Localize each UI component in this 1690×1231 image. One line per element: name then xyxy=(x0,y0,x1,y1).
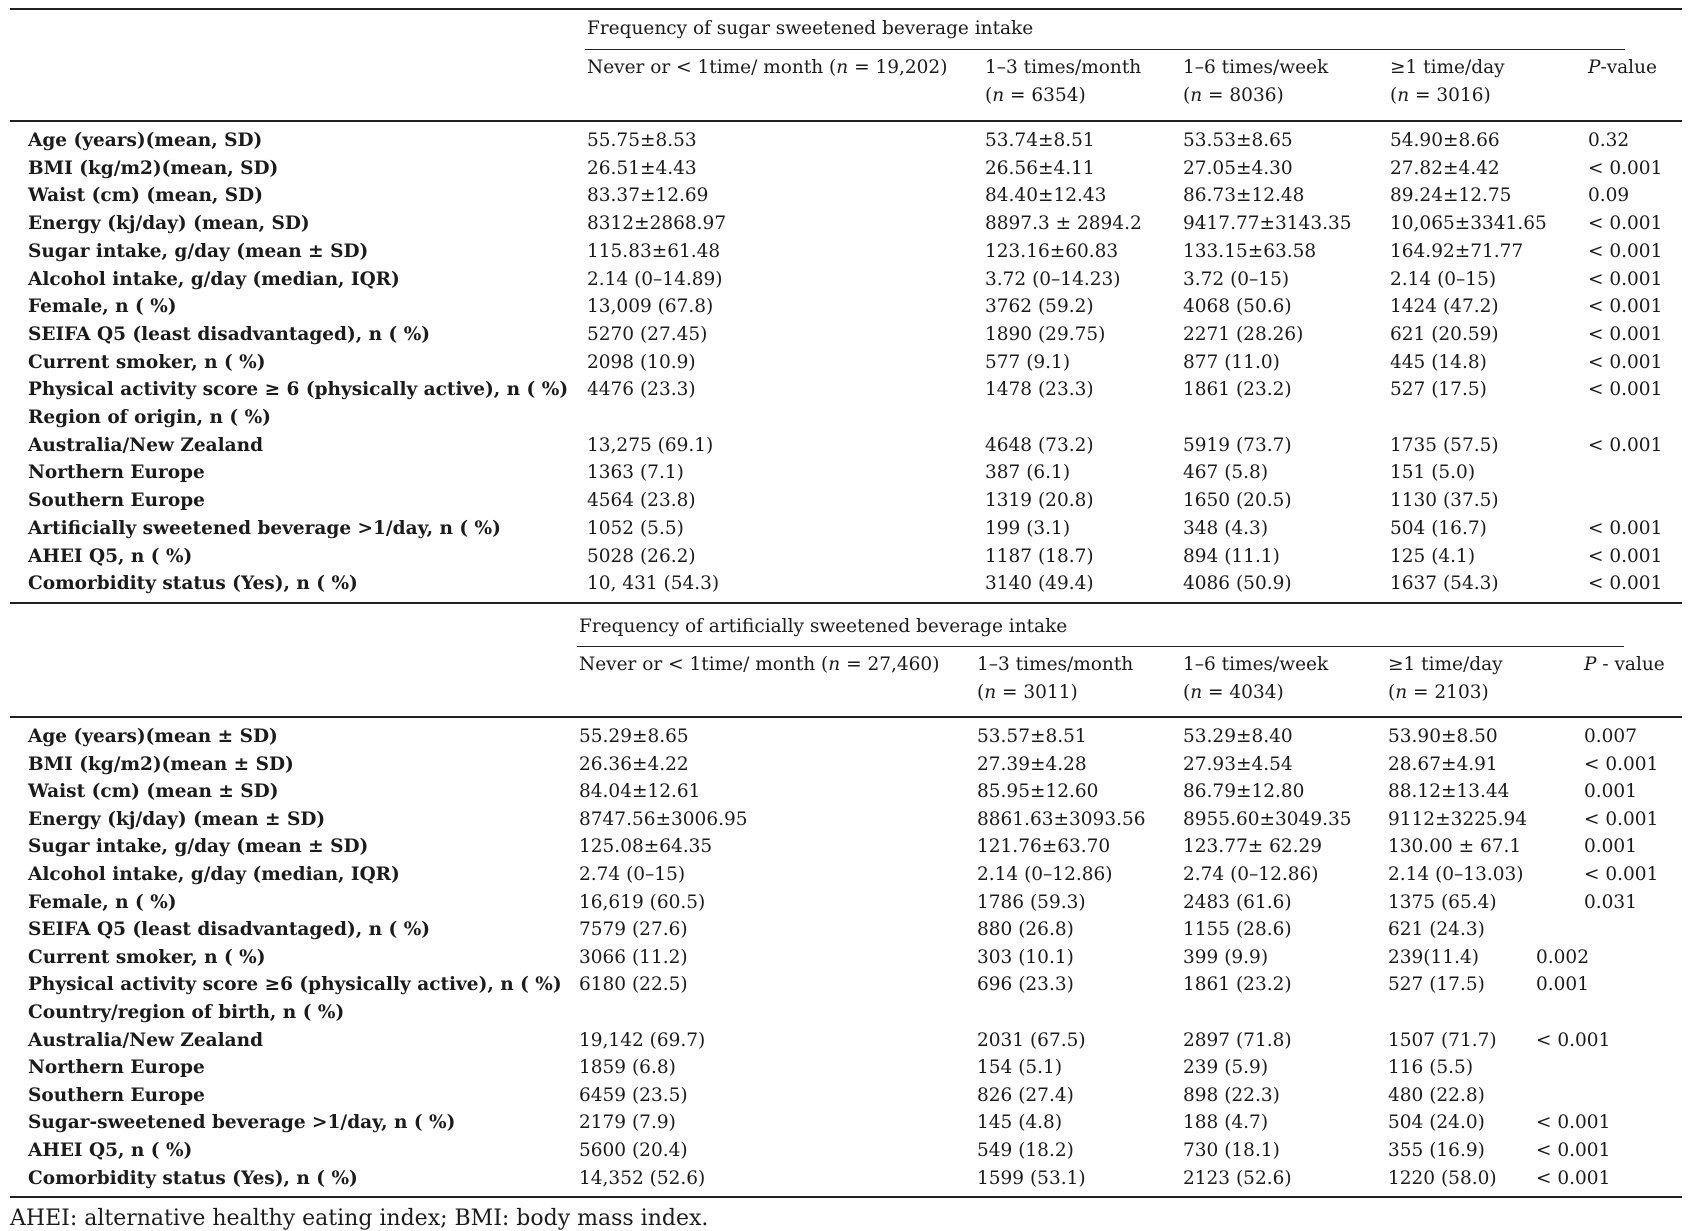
column-header xyxy=(1388,651,1503,707)
table-cell: 1319 (20.8) xyxy=(985,490,1094,511)
pvalue-cell: < 0.001 xyxy=(1588,158,1663,179)
table-cell: 1052 (5.5) xyxy=(587,518,684,539)
header-text: ≥1 time/day xyxy=(1390,57,1505,78)
table-cell: 8897.3 ± 2894.2 xyxy=(985,213,1142,234)
table-cell: 53.57±8.51 xyxy=(977,726,1087,747)
pvalue-cell: < 0.001 xyxy=(1536,1140,1611,1161)
table-cell: 55.29±8.65 xyxy=(579,726,689,747)
table-cell: 3140 (49.4) xyxy=(985,573,1094,594)
row-label: Australia/New Zealand xyxy=(28,435,264,456)
pvalue-header-italic: P xyxy=(1584,654,1597,675)
pvalue-cell: 0.031 xyxy=(1584,892,1637,913)
pvalue-cell: < 0.001 xyxy=(1584,754,1659,775)
row-label: Sugar intake, g/day (mean ± SD) xyxy=(28,241,369,262)
table-cell: 880 (26.8) xyxy=(977,919,1074,940)
table-cell: 4086 (50.9) xyxy=(1183,573,1292,594)
pvalue-cell: < 0.001 xyxy=(1588,518,1663,539)
table-cell: 2031 (67.5) xyxy=(977,1030,1086,1051)
table-cell: 89.24±12.75 xyxy=(1390,185,1512,206)
table-cell: 27.93±4.54 xyxy=(1183,754,1293,775)
row-label: Artificially sweetened beverage >1/day, n ( %) xyxy=(28,518,501,539)
column-header xyxy=(1183,651,1328,707)
column-header xyxy=(579,651,939,679)
pvalue-header-text: -value xyxy=(1600,57,1657,78)
pvalue-cell: 0.002 xyxy=(1536,947,1589,968)
header-text: = 3016) xyxy=(1409,85,1491,106)
table-cell: 1155 (28.6) xyxy=(1183,919,1292,940)
row-label: Energy (kj/day) (mean, SD) xyxy=(28,213,310,234)
header-text: = 27,460) xyxy=(840,654,940,675)
table-cell: 2897 (71.8) xyxy=(1183,1030,1292,1051)
table-cell: 2.14 (0–13.03) xyxy=(1388,864,1524,885)
table-cell: 239(11.4) xyxy=(1388,947,1479,968)
row-label: Waist (cm) (mean ± SD) xyxy=(28,781,279,802)
column-header-line2 xyxy=(1183,679,1328,707)
table-cell: 480 (22.8) xyxy=(1388,1085,1485,1106)
table-cell: 826 (27.4) xyxy=(977,1085,1074,1106)
pvalue-cell: < 0.001 xyxy=(1584,809,1659,830)
table-cell: 1375 (65.4) xyxy=(1388,892,1497,913)
table-cell: 199 (3.1) xyxy=(985,518,1071,539)
table-cell: 1861 (23.2) xyxy=(1183,379,1292,400)
table-cell: 4564 (23.8) xyxy=(587,490,696,511)
table-cell: 549 (18.2) xyxy=(977,1140,1074,1161)
row-label: Alcohol intake, g/day (median, IQR) xyxy=(28,864,400,885)
pvalue-cell: < 0.001 xyxy=(1588,324,1663,345)
header-n-italic: n xyxy=(992,85,1005,106)
header-text: Never or < 1time/ month ( xyxy=(579,654,829,675)
header-n-italic: n xyxy=(1397,85,1410,106)
column-header-line2 xyxy=(1183,82,1328,110)
header-text: Never or < 1time/ month ( xyxy=(587,57,837,78)
table-cell: 355 (16.9) xyxy=(1388,1140,1485,1161)
row-label: Physical activity score ≥ 6 (physically active), n ( %) xyxy=(28,379,569,400)
table-cell: 8861.63±3093.56 xyxy=(977,809,1146,830)
table-cell: 3762 (59.2) xyxy=(985,296,1094,317)
header-text: 1–3 times/month xyxy=(977,654,1134,675)
row-label: Southern Europe xyxy=(28,1085,205,1106)
table-cell: 1861 (23.2) xyxy=(1183,974,1292,995)
row-label: Energy (kj/day) (mean ± SD) xyxy=(28,809,326,830)
column-header-line1 xyxy=(977,651,1133,679)
table-cell: 387 (6.1) xyxy=(985,462,1071,483)
header-n-italic: n xyxy=(984,682,997,703)
table-cell: 8312±2868.97 xyxy=(587,213,727,234)
header-text: ( xyxy=(1183,682,1191,703)
header-n-italic: n xyxy=(1190,682,1203,703)
table-cell: 303 (10.1) xyxy=(977,947,1074,968)
table-cell: 83.37±12.69 xyxy=(587,185,709,206)
pvalue-cell: 0.09 xyxy=(1588,185,1630,206)
table-cell: 4068 (50.6) xyxy=(1183,296,1292,317)
table-cell: 9112±3225.94 xyxy=(1388,809,1528,830)
pvalue-cell: < 0.001 xyxy=(1588,213,1663,234)
column-header-line1 xyxy=(579,651,939,679)
table-cell: 188 (4.7) xyxy=(1183,1112,1269,1133)
table-cell: 3066 (11.2) xyxy=(579,947,688,968)
section-title: Frequency of artificially sweetened beverage intake xyxy=(579,616,1068,637)
table-cell: 26.36±4.22 xyxy=(579,754,689,775)
table-cell: 1599 (53.1) xyxy=(977,1168,1086,1189)
header-n-italic: n xyxy=(1395,682,1408,703)
row-label: SEIFA Q5 (least disadvantaged), n ( %) xyxy=(28,919,431,940)
table-cell: 115.83±61.48 xyxy=(587,241,721,262)
header-text: = 4034) xyxy=(1202,682,1284,703)
pvalue-cell: < 0.001 xyxy=(1584,864,1659,885)
table-cell: 116 (5.5) xyxy=(1388,1057,1474,1078)
column-header-line2 xyxy=(977,679,1133,707)
pvalue-cell: < 0.001 xyxy=(1588,379,1663,400)
row-label: Current smoker, n ( %) xyxy=(28,352,266,373)
row-label: Comorbidity status (Yes), n ( %) xyxy=(28,573,358,594)
pvalue-cell: 0.001 xyxy=(1584,781,1637,802)
column-header-line2 xyxy=(1388,679,1503,707)
pvalue-cell: 0.001 xyxy=(1536,974,1589,995)
table-cell: 5028 (26.2) xyxy=(587,546,696,567)
table-cell: 13,009 (67.8) xyxy=(587,296,714,317)
table-cell: 1220 (58.0) xyxy=(1388,1168,1497,1189)
table-cell: 898 (22.3) xyxy=(1183,1085,1280,1106)
table-cell: 504 (24.0) xyxy=(1388,1112,1485,1133)
table-cell: 527 (17.5) xyxy=(1390,379,1487,400)
column-header-line2 xyxy=(1390,82,1505,110)
table-cell: 6180 (22.5) xyxy=(579,974,688,995)
pvalue-header xyxy=(1588,54,1657,82)
pvalue-cell: < 0.001 xyxy=(1588,546,1663,567)
table-cell: 1130 (37.5) xyxy=(1390,490,1499,511)
table-cell: 399 (9.9) xyxy=(1183,947,1269,968)
pvalue-cell: < 0.001 xyxy=(1536,1030,1611,1051)
spanner-rule xyxy=(585,49,1625,50)
table-cell: 53.90±8.50 xyxy=(1388,726,1498,747)
table-cell: 3.72 (0–14.23) xyxy=(985,269,1121,290)
table-cell: 6459 (23.5) xyxy=(579,1085,688,1106)
table-cell: 894 (11.1) xyxy=(1183,546,1280,567)
row-label: Age (years)(mean ± SD) xyxy=(28,726,278,747)
table-cell: 88.12±13.44 xyxy=(1388,781,1510,802)
section-title: Frequency of sugar sweetened beverage intake xyxy=(587,18,1034,39)
table-cell: 145 (4.8) xyxy=(977,1112,1063,1133)
table-cell: 5270 (27.45) xyxy=(587,324,708,345)
header-text: 1–6 times/week xyxy=(1183,57,1329,78)
table-cell: 54.90±8.66 xyxy=(1390,130,1500,151)
table-cell: 154 (5.1) xyxy=(977,1057,1063,1078)
row-label: Sugar intake, g/day (mean ± SD) xyxy=(28,836,369,857)
header-n-italic: n xyxy=(1190,85,1203,106)
pvalue-cell: 0.007 xyxy=(1584,726,1637,747)
table-cell: 10, 431 (54.3) xyxy=(587,573,720,594)
header-text: = 19,202) xyxy=(848,57,948,78)
table-cell: 16,619 (60.5) xyxy=(579,892,706,913)
row-label: Southern Europe xyxy=(28,490,205,511)
row-label: Comorbidity status (Yes), n ( %) xyxy=(28,1168,358,1189)
table-cell: 527 (17.5) xyxy=(1388,974,1485,995)
column-header xyxy=(985,54,1141,110)
table-cell: 1637 (54.3) xyxy=(1390,573,1499,594)
table-cell: 123.16±60.83 xyxy=(985,241,1119,262)
column-header-line1 xyxy=(1183,54,1328,82)
table-cell: 2098 (10.9) xyxy=(587,352,696,373)
header-text: 1–6 times/week xyxy=(1183,654,1329,675)
row-label: Age (years)(mean, SD) xyxy=(28,130,263,151)
table-cell: 84.40±12.43 xyxy=(985,185,1107,206)
row-label: Alcohol intake, g/day (median, IQR) xyxy=(28,269,400,290)
header-text: ( xyxy=(985,85,993,106)
pvalue-cell: 0.001 xyxy=(1584,836,1637,857)
table-cell: 85.95±12.60 xyxy=(977,781,1099,802)
spanner-rule xyxy=(577,646,1624,647)
row-label: Female, n ( %) xyxy=(28,892,177,913)
table-cell: 877 (11.0) xyxy=(1183,352,1280,373)
pvalue-cell: < 0.001 xyxy=(1588,352,1663,373)
header-bottom-rule xyxy=(10,716,1682,718)
row-label: AHEI Q5, n ( %) xyxy=(28,546,193,567)
footnote: AHEI: alternative healthy eating index; BMI: body mass index. xyxy=(10,1206,709,1231)
row-label: Northern Europe xyxy=(28,462,205,483)
row-label: Australia/New Zealand xyxy=(28,1030,264,1051)
table-cell: 84.04±12.61 xyxy=(579,781,701,802)
table-top-rule xyxy=(10,8,1682,10)
table-cell: 125 (4.1) xyxy=(1390,546,1476,567)
table-cell: 2.14 (0–12.86) xyxy=(977,864,1113,885)
table-cell: 2123 (52.6) xyxy=(1183,1168,1292,1189)
row-label: SEIFA Q5 (least disadvantaged), n ( %) xyxy=(28,324,431,345)
pvalue-cell: 0.32 xyxy=(1588,130,1630,151)
column-header-line1 xyxy=(1183,651,1328,679)
column-header-line1 xyxy=(1390,54,1505,82)
table-cell: 125.08±64.35 xyxy=(579,836,713,857)
table-cell: 13,275 (69.1) xyxy=(587,435,714,456)
table-cell: 1735 (57.5) xyxy=(1390,435,1499,456)
table-cell: 10,065±3341.65 xyxy=(1390,213,1547,234)
table-cell: 1478 (23.3) xyxy=(985,379,1094,400)
pvalue-cell: < 0.001 xyxy=(1588,296,1663,317)
table-cell: 27.39±4.28 xyxy=(977,754,1087,775)
table-cell: 2483 (61.6) xyxy=(1183,892,1292,913)
table-cell: 121.76±63.70 xyxy=(977,836,1111,857)
column-header-line1 xyxy=(587,54,947,82)
row-label: Region of origin, n ( %) xyxy=(28,407,271,428)
table-cell: 4648 (73.2) xyxy=(985,435,1094,456)
table-cell: 164.92±71.77 xyxy=(1390,241,1524,262)
header-text: ( xyxy=(1388,682,1396,703)
column-header-line1 xyxy=(985,54,1141,82)
table-cell: 53.53±8.65 xyxy=(1183,130,1293,151)
table-cell: 696 (23.3) xyxy=(977,974,1074,995)
header-text: ( xyxy=(1390,85,1398,106)
table-cell: 53.74±8.51 xyxy=(985,130,1095,151)
table-cell: 2.74 (0–15) xyxy=(579,864,686,885)
pvalue-header xyxy=(1584,651,1665,679)
table-cell: 14,352 (52.6) xyxy=(579,1168,706,1189)
row-label: Physical activity score ≥6 (physically active), n ( %) xyxy=(28,974,562,995)
pvalue-cell: < 0.001 xyxy=(1536,1168,1611,1189)
table-cell: 504 (16.7) xyxy=(1390,518,1487,539)
header-text: = 6354) xyxy=(1004,85,1086,106)
table-cell: 86.79±12.80 xyxy=(1183,781,1305,802)
column-header-line2 xyxy=(985,82,1141,110)
table-cell: 9417.77±3143.35 xyxy=(1183,213,1352,234)
table-cell: 133.15±63.58 xyxy=(1183,241,1317,262)
table-cell: 2.74 (0–12.86) xyxy=(1183,864,1319,885)
row-label: Sugar-sweetened beverage >1/day, n ( %) xyxy=(28,1112,456,1133)
table-cell: 1187 (18.7) xyxy=(985,546,1094,567)
column-header xyxy=(977,651,1133,707)
table-cell: 577 (9.1) xyxy=(985,352,1071,373)
row-label: Country/region of birth, n ( %) xyxy=(28,1002,345,1023)
table-cell: 4476 (23.3) xyxy=(587,379,696,400)
table-cell: 151 (5.0) xyxy=(1390,462,1476,483)
header-text: = 2103) xyxy=(1407,682,1489,703)
table-cell: 445 (14.8) xyxy=(1390,352,1487,373)
row-label: Current smoker, n ( %) xyxy=(28,947,266,968)
row-label: BMI (kg/m2)(mean ± SD) xyxy=(28,754,294,775)
pvalue-cell: < 0.001 xyxy=(1588,269,1663,290)
table-cell: 1507 (71.7) xyxy=(1388,1030,1497,1051)
row-label: Waist (cm) (mean, SD) xyxy=(28,185,263,206)
table-bottom-rule xyxy=(10,1196,1682,1198)
row-label: BMI (kg/m2)(mean, SD) xyxy=(28,158,279,179)
table-cell: 2179 (7.9) xyxy=(579,1112,676,1133)
header-text: ( xyxy=(977,682,985,703)
column-header xyxy=(1390,54,1505,110)
header-text: ( xyxy=(1183,85,1191,106)
table-cell: 7579 (27.6) xyxy=(579,919,688,940)
table-cell: 467 (5.8) xyxy=(1183,462,1269,483)
table-cell: 239 (5.9) xyxy=(1183,1057,1269,1078)
table-cell: 1890 (29.75) xyxy=(985,324,1106,345)
table-cell: 27.05±4.30 xyxy=(1183,158,1293,179)
pvalue-cell: < 0.001 xyxy=(1588,435,1663,456)
header-text: = 3011) xyxy=(996,682,1078,703)
table-cell: 348 (4.3) xyxy=(1183,518,1269,539)
table-cell: 1424 (47.2) xyxy=(1390,296,1499,317)
table-cell: 8747.56±3006.95 xyxy=(579,809,748,830)
row-label: Female, n ( %) xyxy=(28,296,177,317)
table-cell: 28.67±4.91 xyxy=(1388,754,1498,775)
table-cell: 123.77± 62.29 xyxy=(1183,836,1323,857)
pvalue-cell: < 0.001 xyxy=(1536,1112,1611,1133)
table-cell: 730 (18.1) xyxy=(1183,1140,1280,1161)
header-text: ≥1 time/day xyxy=(1388,654,1503,675)
table-cell: 8955.60±3049.35 xyxy=(1183,809,1352,830)
table-cell: 53.29±8.40 xyxy=(1183,726,1293,747)
row-label: Northern Europe xyxy=(28,1057,205,1078)
table-cell: 2.14 (0–14.89) xyxy=(587,269,723,290)
table-cell: 26.51±4.43 xyxy=(587,158,697,179)
table-cell: 5919 (73.7) xyxy=(1183,435,1292,456)
pvalue-cell: < 0.001 xyxy=(1588,241,1663,262)
table-cell: 55.75±8.53 xyxy=(587,130,697,151)
table-cell: 3.72 (0–15) xyxy=(1183,269,1290,290)
table-cell: 1363 (7.1) xyxy=(587,462,684,483)
table-cell: 130.00 ± 67.1 xyxy=(1388,836,1522,857)
table-cell: 2271 (28.26) xyxy=(1183,324,1304,345)
table-cell: 1859 (6.8) xyxy=(579,1057,676,1078)
table-cell: 621 (24.3) xyxy=(1388,919,1485,940)
table-cell: 2.14 (0–15) xyxy=(1390,269,1497,290)
row-label: AHEI Q5, n ( %) xyxy=(28,1140,193,1161)
header-bottom-rule xyxy=(10,120,1682,122)
column-header xyxy=(587,54,947,82)
table-cell: 1786 (59.3) xyxy=(977,892,1086,913)
header-n-italic: n xyxy=(828,654,841,675)
table-cell: 5600 (20.4) xyxy=(579,1140,688,1161)
column-header xyxy=(1183,54,1328,110)
column-header-line1 xyxy=(1388,651,1503,679)
pvalue-header-text: - value xyxy=(1596,654,1665,675)
table-cell: 19,142 (69.7) xyxy=(579,1030,706,1051)
pvalue-cell: < 0.001 xyxy=(1588,573,1663,594)
pvalue-header-italic: P xyxy=(1588,57,1601,78)
table-cell: 621 (20.59) xyxy=(1390,324,1499,345)
header-text: = 8036) xyxy=(1202,85,1284,106)
section-divider-rule xyxy=(10,602,1682,604)
table-cell: 27.82±4.42 xyxy=(1390,158,1500,179)
table-cell: 1650 (20.5) xyxy=(1183,490,1292,511)
header-text: 1–3 times/month xyxy=(985,57,1142,78)
header-n-italic: n xyxy=(836,57,849,78)
table-cell: 26.56±4.11 xyxy=(985,158,1095,179)
table-cell: 86.73±12.48 xyxy=(1183,185,1305,206)
